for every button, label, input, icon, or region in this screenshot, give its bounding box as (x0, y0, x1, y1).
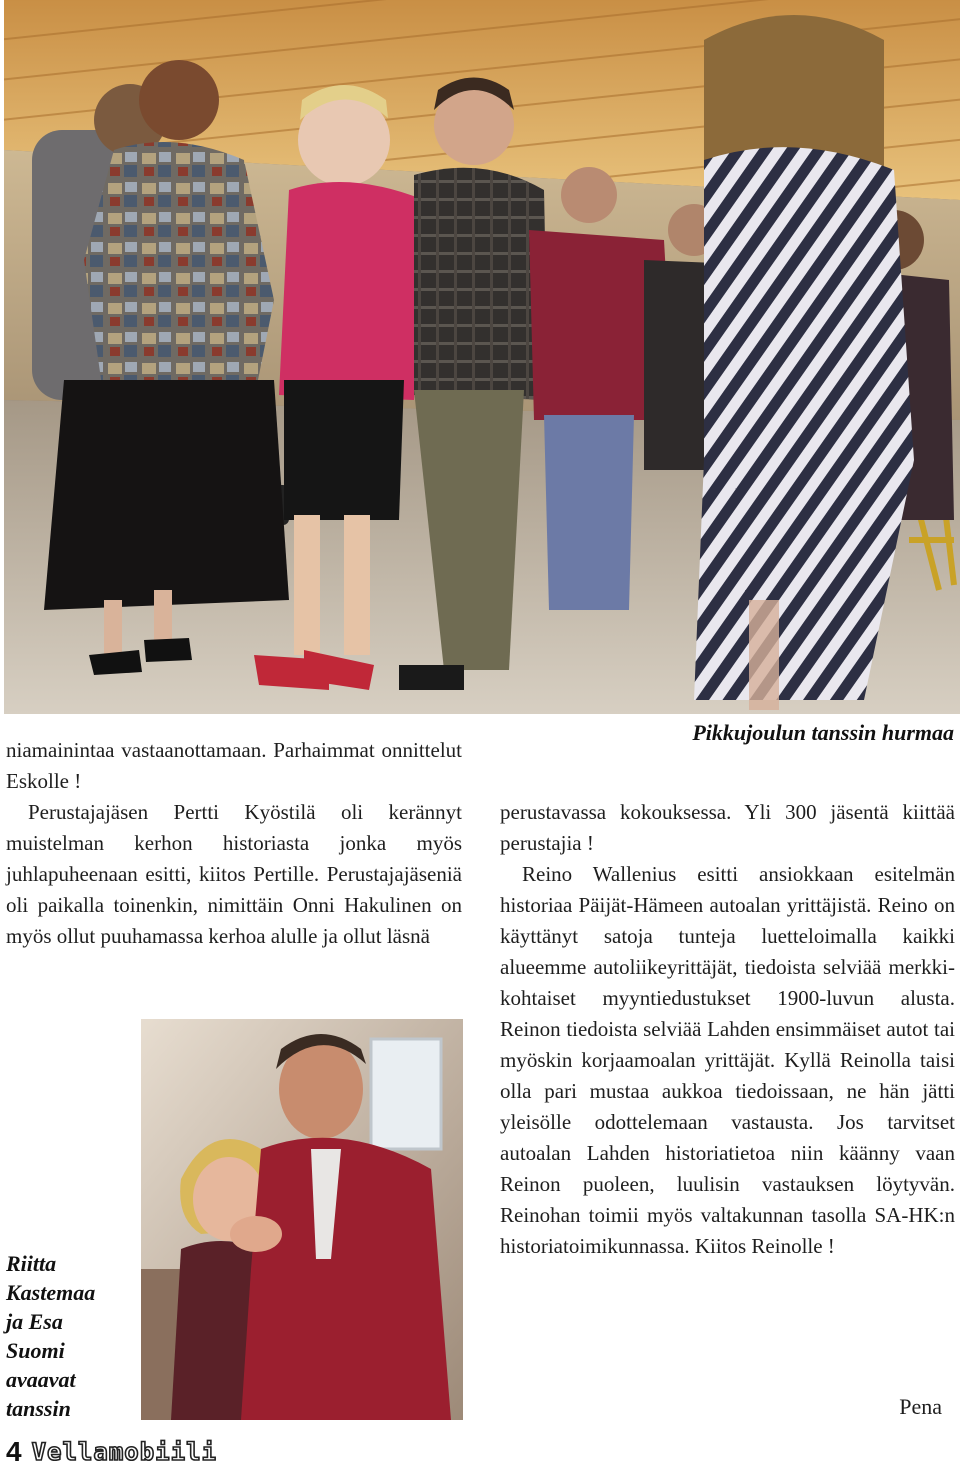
couple-dancing-illustration (141, 1019, 463, 1420)
caption-line: avaavat (6, 1367, 76, 1392)
side-photo-caption (6, 1249, 136, 1423)
page-number: 4 (6, 1436, 22, 1467)
paragraph: perustavassa kokouksessa. Yli 300 jäsentä kiittää perustajia ! (500, 800, 955, 855)
photo-caption: Pikkujoulun tanssin hurmaa (692, 720, 954, 745)
caption-line: ja Esa (6, 1309, 63, 1334)
paragraph: Reino Wallenius esitti ansiokkaan esitelmän historiaa Päijät-Hämeen autoalan yrittäjistä. Reino on käyttänyt satoja tunteja luetteloimalla kaikki alueemme autoliikeyrittäjät, tiedoista selviää merkkikohtaiset myyntiedustukset 1900-luvun alusta. Reinon tiedoista selviää Lahden ensimmäiset autot tai myöskin korjaamoalan yrittäjät. Kyllä Reinolla taisi olla pari mustaa aukkoa tiedoissaan, ne hän jätti yleisölle odottelemaan vastausta. Jos tarvitset autoalan Lahden historiatietoa niin käänny vaan Reinon puoleen, luulisin vastauksen löytyvän. Reinohan toimii myös valtakunnan tasolla SA-HK:n historiatoimikunnassa. Kiitos Reinolle ! (500, 862, 955, 1258)
dancing-crowd-illustration (4, 0, 960, 714)
magazine-name: Vellamobiili (31, 1438, 217, 1466)
author-signature: Pena (899, 1394, 942, 1419)
paragraph: niamainintaa vastaanottamaan. Parhaimmat onnittelut Eskolle ! (6, 738, 462, 793)
left-text-column (6, 735, 462, 952)
dancing-crowd-photo (4, 0, 960, 714)
couple-dancing-photo (141, 1019, 463, 1420)
paragraph: Perustajajäsen Pertti Kyöstilä oli kerännyt muistelman kerhon historiasta jonka myös juhlapuheenaan esitti, kiitos Pertille. Perustajajäseniä oli paikalla toinenkin, nimittäin Onni Hakulinen on myös ollut puuhamassa kerhoa alulle ja ollut läsnä (6, 800, 462, 948)
caption-line: Suomi (6, 1338, 65, 1363)
page-footer (6, 1436, 217, 1468)
right-text-column (500, 797, 955, 1262)
caption-line: Riitta (6, 1251, 57, 1276)
caption-line: tanssin (6, 1396, 71, 1421)
caption-line: Kastemaa (6, 1280, 96, 1305)
